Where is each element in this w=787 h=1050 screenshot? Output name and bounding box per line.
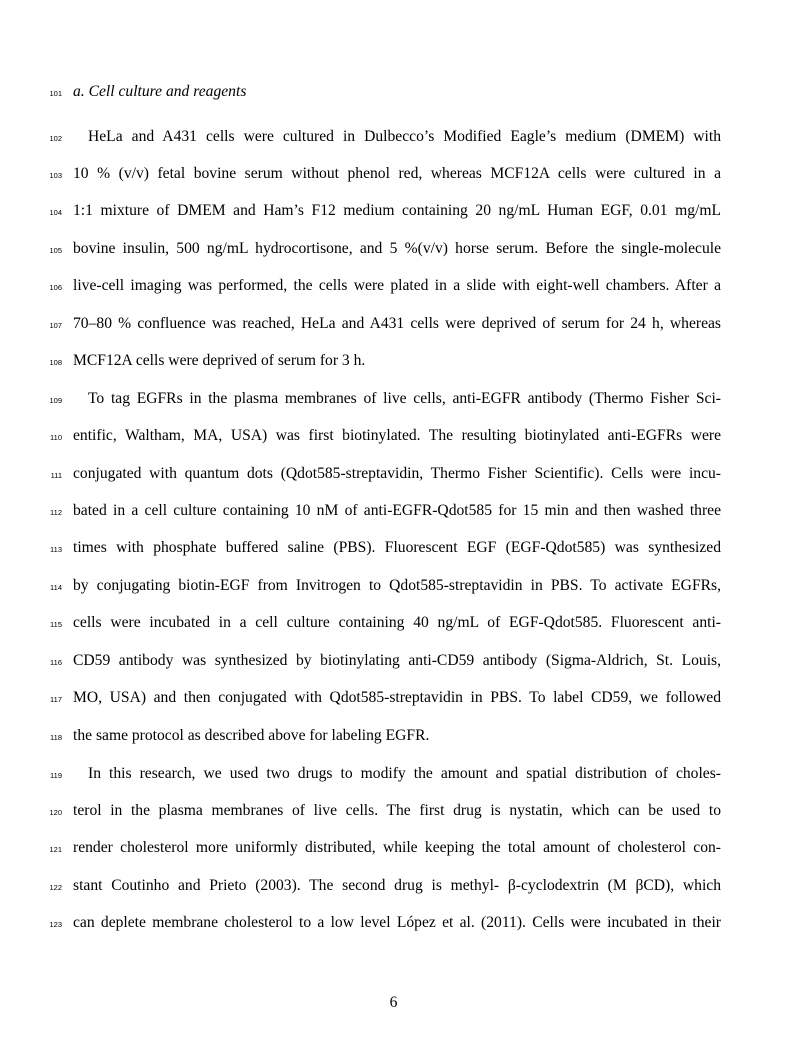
text-line: by conjugating biotin-EGF from Invitrogen to Qdot585-streptavidin in PBS. To activate EGFRs,	[73, 577, 721, 594]
text-line: In this research, we used two drugs to modify the amount and spatial distribution of choles-	[88, 765, 721, 782]
text-line: bovine insulin, 500 ng/mL hydrocortisone, and 5 %(v/v) horse serum. Before the single-molecule	[73, 240, 721, 257]
text-line: MO, USA) and then conjugated with Qdot585-streptavidin in PBS. To label CD59, we followed	[73, 689, 721, 706]
text-line: To tag EGFRs in the plasma membranes of live cells, anti-EGFR antibody (Thermo Fisher Sci-	[88, 390, 721, 407]
line-number: 109	[49, 396, 62, 405]
line-number: 105	[49, 246, 62, 255]
text-line: MCF12A cells were deprived of serum for 3 h.	[73, 352, 366, 369]
line-number: 121	[49, 845, 62, 854]
line-number: 104	[49, 208, 62, 217]
text-line: conjugated with quantum dots (Qdot585-streptavidin, Thermo Fisher Scientific). Cells were incu-	[73, 465, 721, 482]
text-line: live-cell imaging was performed, the cells were plated in a slide with eight-well chambers. After a	[73, 277, 721, 294]
line-number: 119	[50, 771, 62, 780]
line-number: 112	[50, 508, 62, 517]
line-number: 116	[50, 658, 62, 667]
line-number: 107	[49, 321, 62, 330]
text-line: 1:1 mixture of DMEM and Ham’s F12 medium containing 20 ng/mL Human EGF, 0.01 mg/mL	[73, 202, 721, 219]
line-number: 118	[50, 733, 62, 742]
text-line: 10 % (v/v) fetal bovine serum without phenol red, whereas MCF12A cells were cultured in a	[73, 165, 721, 182]
line-number: 122	[49, 883, 62, 892]
line-number: 115	[50, 620, 62, 629]
text-line: can deplete membrane cholesterol to a low level López et al. (2011). Cells were incubated in their	[73, 914, 721, 931]
line-number: 110	[50, 433, 62, 442]
line-number: 106	[49, 283, 62, 292]
line-number: 123	[49, 920, 62, 929]
text-line: HeLa and A431 cells were cultured in Dulbecco’s Modified Eagle’s medium (DMEM) with	[88, 128, 721, 145]
line-number: 120	[49, 808, 62, 817]
text-line: times with phosphate buffered saline (PBS). Fluorescent EGF (EGF-Qdot585) was synthesized	[73, 539, 721, 556]
line-number: 102	[49, 134, 62, 143]
text-line: the same protocol as described above for labeling EGFR.	[73, 727, 430, 744]
text-line: stant Coutinho and Prieto (2003). The second drug is methyl- β-cyclodextrin (M βCD), which	[73, 877, 721, 894]
page-number: 6	[389, 994, 398, 1011]
text-line: cells were incubated in a cell culture containing 40 ng/mL of EGF-Qdot585. Fluorescent anti-	[73, 614, 721, 631]
text-line: CD59 antibody was synthesized by biotinylating anti-CD59 antibody (Sigma-Aldrich, St. Louis,	[73, 652, 721, 669]
line-number: 108	[49, 358, 62, 367]
text-line: terol in the plasma membranes of live cells. The first drug is nystatin, which can be used to	[73, 802, 721, 819]
line-number: 117	[50, 695, 62, 704]
section-heading: a. Cell culture and reagents	[73, 83, 247, 100]
text-line: 70–80 % confluence was reached, HeLa and A431 cells were deprived of serum for 24 h, whereas	[73, 315, 721, 332]
line-number: 111	[50, 471, 62, 480]
line-number: 113	[50, 545, 62, 554]
line-number: 114	[50, 583, 62, 592]
text-line: render cholesterol more uniformly distributed, while keeping the total amount of cholesterol con-	[73, 839, 721, 856]
line-number: 101	[49, 89, 62, 98]
line-number: 103	[49, 171, 62, 180]
text-line: bated in a cell culture containing 10 nM of anti-EGFR-Qdot585 for 15 min and then washed three	[73, 502, 721, 519]
text-line: entific, Waltham, MA, USA) was first biotinylated. The resulting biotinylated anti-EGFRs were	[73, 427, 721, 444]
